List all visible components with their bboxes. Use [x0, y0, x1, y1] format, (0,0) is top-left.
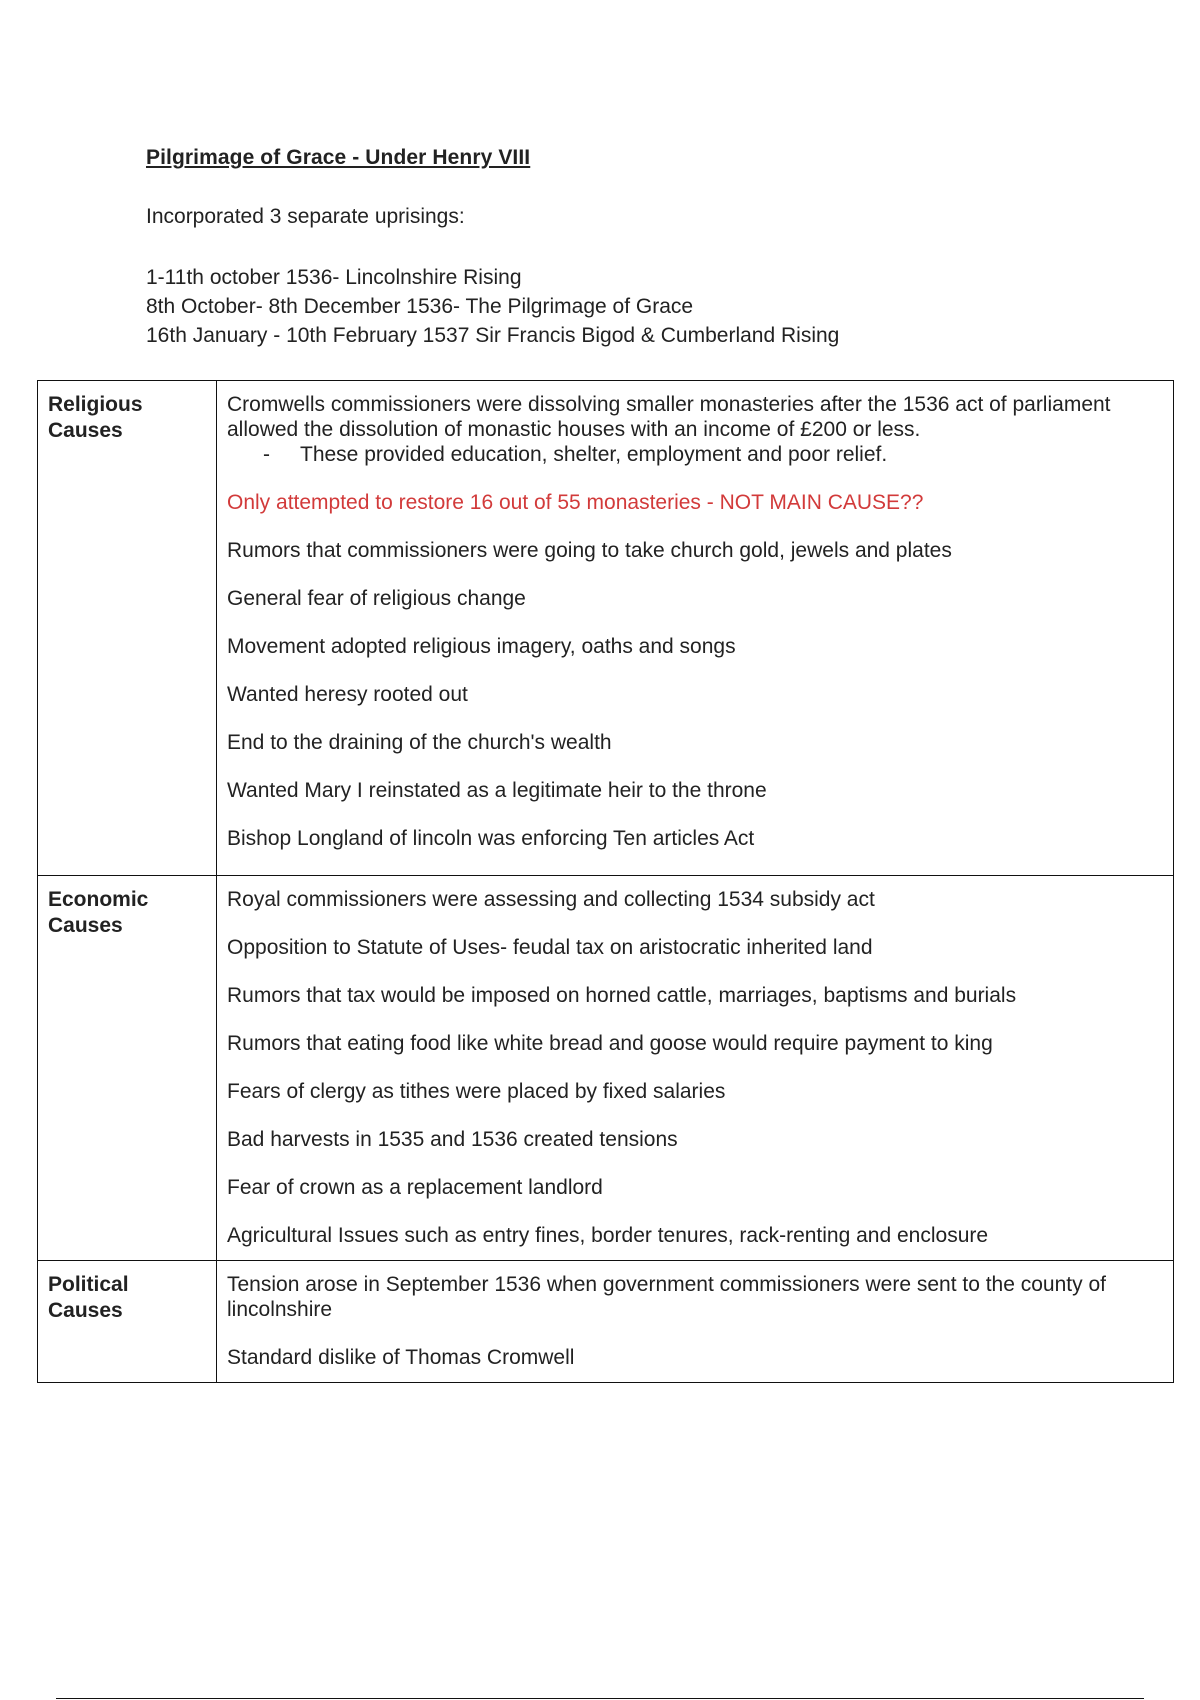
- list-item: Agricultural Issues such as entry fines, border tenures, rack-renting and enclosure: [227, 1224, 989, 1247]
- economic-items: [217, 876, 1174, 1261]
- political-items: [217, 1261, 1174, 1383]
- dash-bullet-icon: -: [263, 443, 270, 466]
- intro-text: Incorporated 3 separate uprisings:: [146, 205, 465, 228]
- causes-table: [37, 380, 1174, 1383]
- list-item: Rumors that eating food like white bread and goose would require payment to king: [227, 1032, 993, 1055]
- list-item: Rumors that tax would be imposed on horned cattle, marriages, baptisms and burials: [227, 984, 1017, 1007]
- timeline-entry-lincolnshire: 1-11th october 1536- Lincolnshire Rising: [146, 266, 522, 289]
- list-item: General fear of religious change: [227, 587, 526, 610]
- list-item: Bad harvests in 1535 and 1536 created tensions: [227, 1128, 678, 1151]
- red-note: Only attempted to restore 16 out of 55 monasteries - NOT MAIN CAUSE??: [227, 491, 924, 514]
- religious-items: [217, 381, 1174, 876]
- list-item: Fears of clergy as tithes were placed by fixed salaries: [227, 1080, 726, 1103]
- religious-first-item: Cromwells commissioners were dissolving smaller monasteries after the 1536 act of parliament allowed the dissolution of monastic houses with an income of £200 or less.: [227, 393, 1111, 441]
- document-title: Pilgrimage of Grace - Under Henry VIII: [146, 146, 531, 169]
- list-item: Opposition to Statute of Uses- feudal tax on aristocratic inherited land: [227, 936, 873, 959]
- uprisings-timeline: [146, 263, 839, 350]
- list-item: [227, 392, 1163, 467]
- religious-sub-bullet: [227, 442, 1163, 467]
- list-item: End to the draining of the church's wealth: [227, 731, 612, 754]
- category-religious: Religious Causes: [38, 381, 217, 876]
- sub-bullet-text: These provided education, shelter, employment and poor relief.: [300, 443, 888, 466]
- list-item: Standard dislike of Thomas Cromwell: [227, 1346, 575, 1369]
- list-item: Wanted Mary I reinstated as a legitimate heir to the throne: [227, 779, 767, 802]
- timeline-entry-pilgrimage: 8th October- 8th December 1536- The Pilgrimage of Grace: [146, 295, 694, 318]
- list-item: Royal commissioners were assessing and collecting 1534 subsidy act: [227, 888, 875, 911]
- table-row-economic: [38, 876, 1174, 1261]
- list-item: Wanted heresy rooted out: [227, 683, 468, 706]
- footer-divider: [56, 1698, 1144, 1699]
- list-item: Fear of crown as a replacement landlord: [227, 1176, 603, 1199]
- category-political: Political Causes: [38, 1261, 217, 1383]
- timeline-entry-bigod-cumberland: 16th January - 10th February 1537 Sir Francis Bigod & Cumberland Rising: [146, 324, 840, 347]
- category-economic: Economic Causes: [38, 876, 217, 1261]
- list-item: Rumors that commissioners were going to take church gold, jewels and plates: [227, 539, 952, 562]
- list-item: Tension arose in September 1536 when government commissioners were sent to the county of lincolnshire: [227, 1273, 1106, 1321]
- table-row-political: [38, 1261, 1174, 1383]
- list-item: Bishop Longland of lincoln was enforcing Ten articles Act: [227, 827, 755, 850]
- table-row-religious: [38, 381, 1174, 876]
- list-item: Movement adopted religious imagery, oaths and songs: [227, 635, 736, 658]
